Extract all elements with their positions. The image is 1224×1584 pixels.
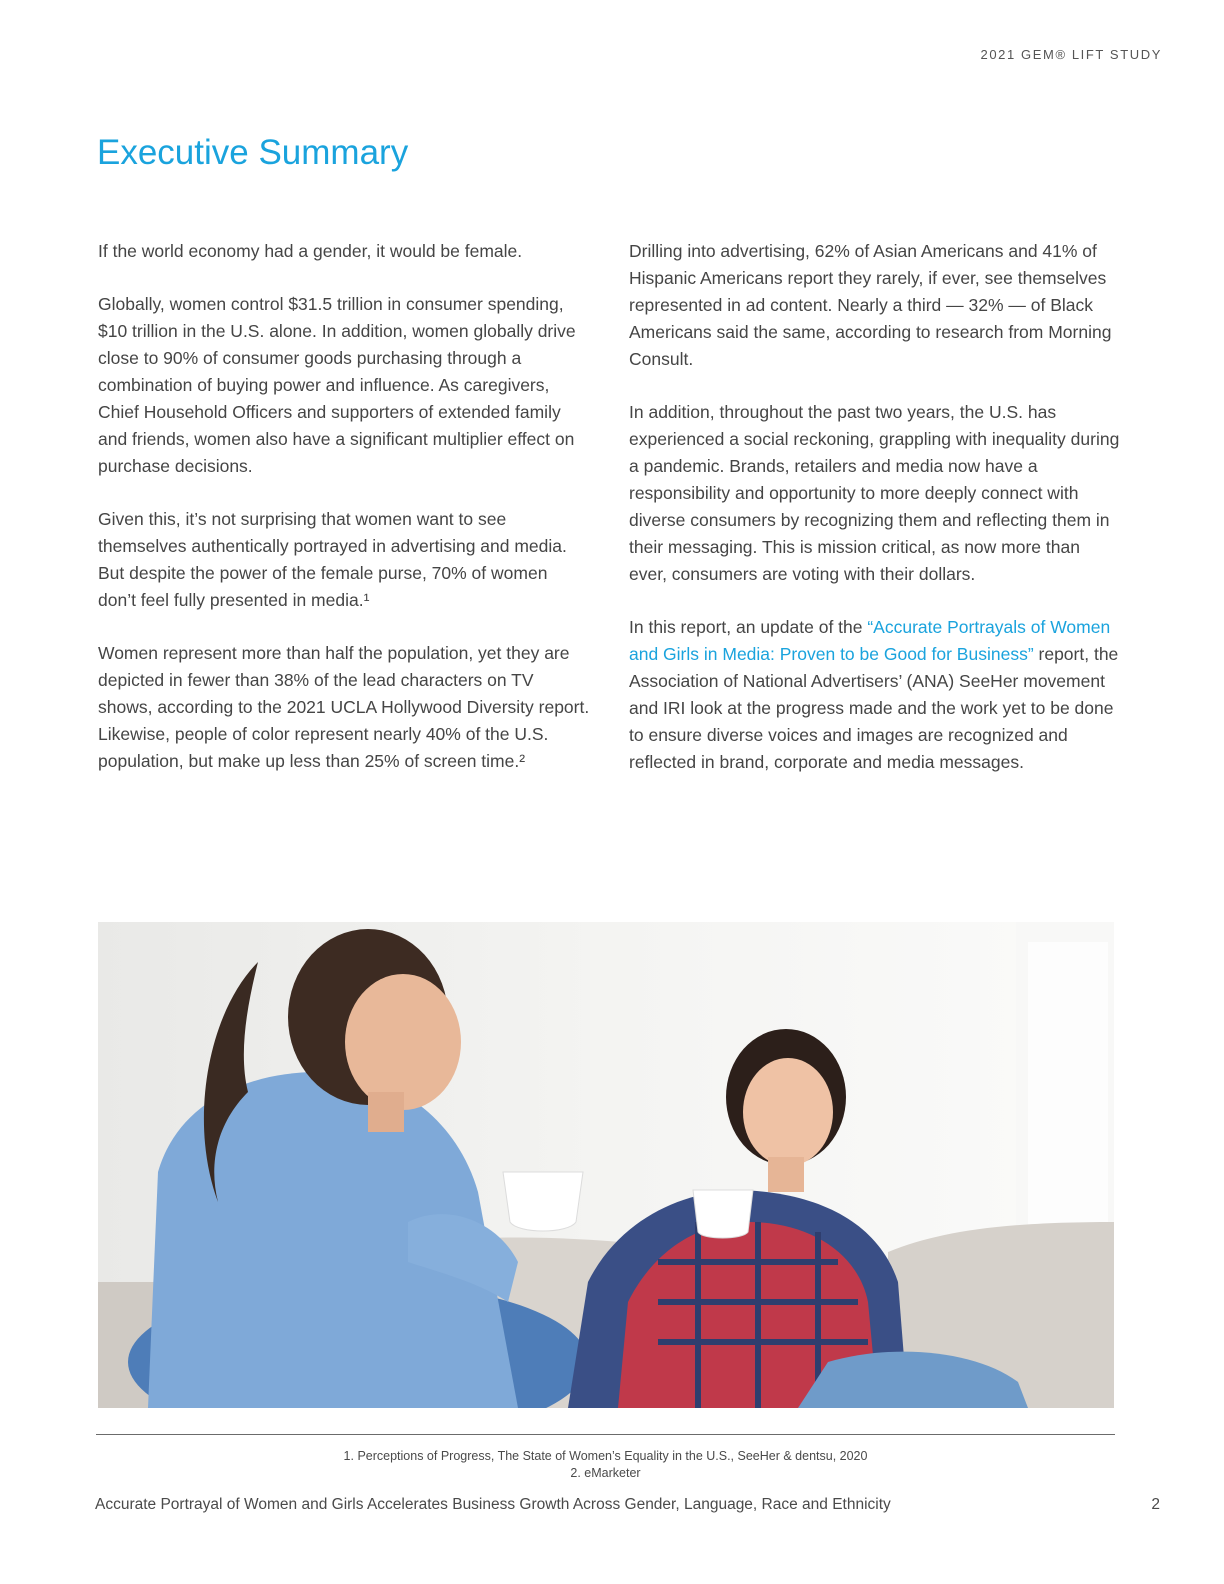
two-women-drinking-coffee-photo bbox=[98, 922, 1114, 1408]
paragraph: Drilling into advertising, 62% of Asian Americans and 41% of Hispanic Americans report they rarely, if ever, see themselves represented in ad content. Nearly a third — 32% — of Black Americans said the same, according to research from Morning Consult. bbox=[629, 241, 1112, 369]
footnote-divider bbox=[96, 1434, 1115, 1435]
footnote: 1. Perceptions of Progress, The State of Women’s Equality in the U.S., SeeHer & dentsu, 2020 bbox=[343, 1449, 868, 1463]
paragraph-text: In this report, an update of the bbox=[629, 617, 868, 637]
footnotes bbox=[96, 1448, 1115, 1482]
paragraph: Globally, women control $31.5 trillion in consumer spending, $10 trillion in the U.S. alone. In addition, women globally drive close to 90% of consumer goods purchasing through a combination of buying power and influence. As caregivers, Chief Household Officers and supporters of extended family and friends, women also have a significant multiplier effect on purchase decisions. bbox=[98, 294, 576, 476]
paragraph-with-link bbox=[629, 614, 1121, 776]
paragraph: Given this, it’s not surprising that women want to see themselves authentically portrayed in advertising and media. But despite the power of the female purse, 70% of women don’t feel fully presented in media.¹ bbox=[98, 509, 567, 610]
footnote: 2. eMarketer bbox=[570, 1466, 641, 1480]
study-label: 2021 GEM® LIFT STUDY bbox=[980, 47, 1162, 62]
paragraph-text: report, the Association of National Advertisers’ (ANA) SeeHer movement and IRI look at the progress made and the work yet to be done to ensure diverse voices and images are recognized and reflected in brand, corporate and media messages. bbox=[629, 644, 1119, 772]
report-link[interactable]: “Accurate Portrayals of Women and Girls in Media: Proven to be Good for Business” bbox=[629, 617, 1111, 664]
photo-illustration bbox=[98, 922, 1114, 1408]
left-column bbox=[98, 238, 590, 801]
footer-text: Accurate Portrayal of Women and Girls Accelerates Business Growth Across Gender, Language, Race and Ethnicity bbox=[95, 1496, 891, 1513]
paragraph: Women represent more than half the population, yet they are depicted in fewer than 38% of the lead characters on TV shows, according to the 2021 UCLA Hollywood Diversity report. Likewise, people of color represent nearly 40% of the U.S. population, but make up less than 25% of screen time.² bbox=[98, 643, 590, 771]
paragraph: In addition, throughout the past two years, the U.S. has experienced a social reckoning, grappling with inequality during a pandemic. Brands, retailers and media now have a responsibility and opportunity to more deeply connect with diverse consumers by recognizing them and reflecting them in their messaging. This is mission critical, as now more than ever, consumers are voting with their dollars. bbox=[629, 402, 1120, 584]
right-column bbox=[629, 238, 1121, 802]
paragraph: If the world economy had a gender, it would be female. bbox=[98, 241, 523, 261]
page-title: Executive Summary bbox=[97, 133, 409, 172]
page-number: 2 bbox=[1151, 1496, 1160, 1513]
